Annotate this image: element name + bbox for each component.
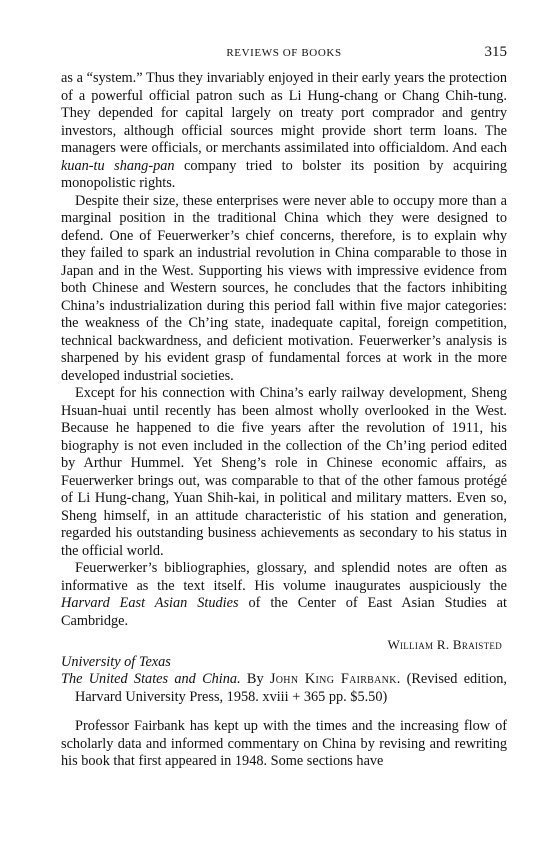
reviewer-affiliation: University of Texas: [61, 653, 171, 670]
page-body: [61, 70, 507, 771]
italic-term: kuan-tu shang-pan: [61, 157, 175, 174]
page-number: 315: [484, 44, 507, 60]
running-head: REVIEWS OF BOOKS: [226, 47, 342, 59]
page-header: [61, 44, 507, 63]
review-paragraph: as a “system.” Thus they invariably enjoyed in their early years the protection of a powerful official patron such as Li Hung-chang or Chang Chih-tung. They depended for capital largely on treaty port comprador and gentry investors, although official sources might provide short term loans. The managers were officials, or merchants assimilated into officialdom. And each kuan-tu shang-pan company tried to bolster its position by acquiring monopolistic rights.: [61, 70, 507, 191]
review-paragraph: Feuerwerker’s bibliographies, glossary, and splendid notes are often as informative as the text itself. His volume inaugurates auspiciously the Harvard East Asian Studies of the Center of East Asian Studies at Cambridge.: [61, 560, 507, 629]
review-paragraph: Except for his connection with China’s early railway development, Sheng Hsuan-huai until recently has been almost wholly overlooked in the West. Because he happened to die five years after the revolution of 1911, his biography is not even included in the collection of the Ch’ing period edited by Arthur Hummel. Yet Sheng’s role in Chinese economic affairs, as Feuerwerker brings out, was comparable to that of the other famous protégé of Li Hung-chang, Yuan Shih-kai, in political and military matters. Even so, Sheng himself, in an attitude characteristic of his station and generation, regarded his outstanding business achievements as secondary to his status in the official world.: [61, 385, 507, 559]
reviewer-signature: [61, 630, 507, 654]
review-paragraph: Despite their size, these enterprises were never able to occupy more than a marginal position in the traditional China which they were designed to defend. One of Feuerwerker’s chief concerns, therefore, is to explain why they failed to spark an industrial revolution in China comparable to those in Japan and in the West. Supporting his views with impressive evidence from both Chinese and Western sources, he concludes that the factors inhibiting China’s industrialization during this period fall within five major categories: the weakness of the Ch’ing state, inadequate capital, foreign competition, technical backwardness, and deficient motivation. Feuerwerker’s analysis is sharpened by his evident grasp of fundamental forces at work in the more developed industrial societies.: [61, 192, 507, 384]
book-author: John King Fairbank: [269, 671, 397, 687]
book-title: The United States and China.: [61, 671, 241, 687]
reviewer-name: William R. Braisted: [387, 637, 502, 652]
review-paragraph: Professor Fairbank has kept up with the times and the increasing flow of scholarly data and informed commentary on China by revising and rewriting his book that first appeared in 1948. Some sections have: [61, 718, 507, 769]
series-title: Harvard East Asian Studies: [61, 595, 239, 611]
book-citation: The United States and China. By John King Fairbank. (Revised edition, Harvard University Press, 1958. xviii + 365 pp. $5.50): [61, 671, 507, 705]
